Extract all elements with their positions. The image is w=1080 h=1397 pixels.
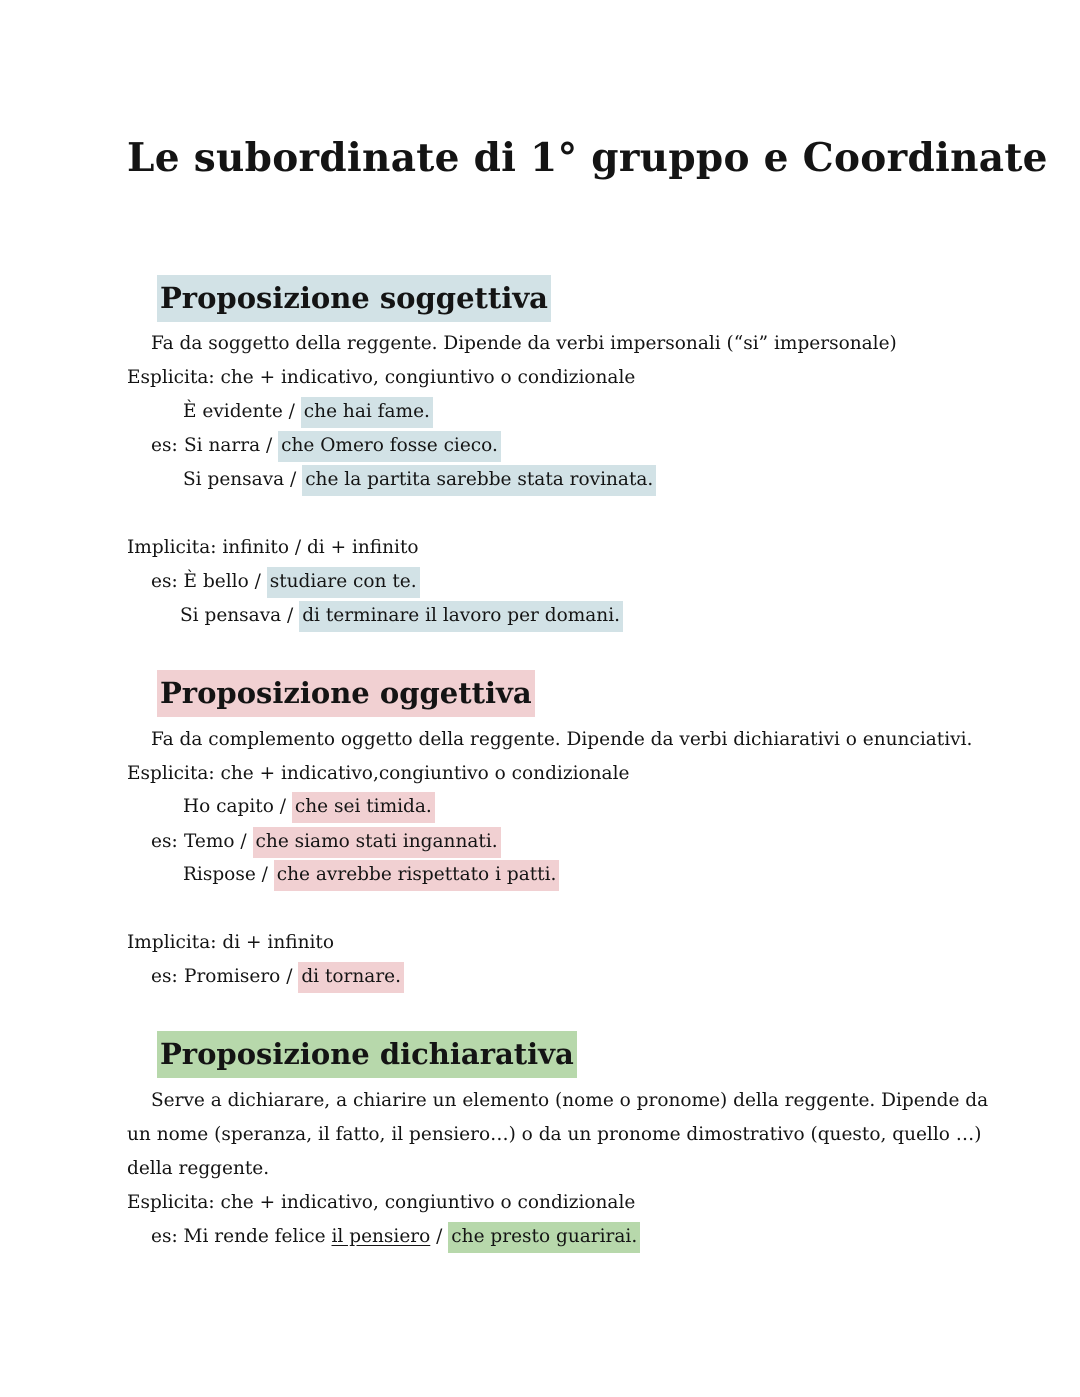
- example-subordinate-highlight: che avrebbe rispettato i patti.: [274, 860, 560, 891]
- example-subordinate-highlight: che presto guarirai.: [448, 1222, 640, 1253]
- dichiarativa-description-line-1: Serve a dichiarare, a chiarire un elemento (nome o pronome) della reggente. Dipende da: [151, 1090, 989, 1111]
- example-subordinate-highlight: studiare con te.: [267, 567, 420, 598]
- page-title: Le subordinate di 1° gruppo e Coordinate: [127, 135, 1048, 181]
- es-label: es:: [151, 966, 178, 987]
- example-main-clause: Si pensava /: [183, 469, 297, 490]
- es-label: es:: [151, 831, 178, 852]
- example-main-clause: Temo /: [184, 831, 247, 852]
- soggettiva-esplicita: Esplicita: che + indicativo, congiuntivo o condizionale: [127, 367, 636, 388]
- heading-dichiarativa: Proposizione dichiarativa: [157, 1031, 577, 1078]
- oggettiva-example-2: [184, 830, 501, 854]
- dichiarativa-description-line-2: un nome (speranza, il fatto, il pensiero…) o da un pronome dimostrativo (questo, quello …): [127, 1124, 982, 1145]
- soggettiva-example-4: [151, 570, 420, 594]
- example-separator: /: [436, 1226, 443, 1247]
- soggettiva-implicita: Implicita: infinito / di + infinito: [127, 537, 419, 558]
- heading-oggettiva: Proposizione oggettiva: [157, 670, 535, 717]
- example-subordinate-highlight: che siamo stati ingannati.: [253, 827, 501, 858]
- example-main-clause: Rispose /: [183, 864, 268, 885]
- soggettiva-example-5: [180, 604, 623, 628]
- example-subordinate-highlight: di tornare.: [298, 962, 404, 993]
- example-main-clause: È evidente /: [183, 401, 295, 422]
- example-main-clause: Promisero /: [184, 966, 293, 987]
- example-main-clause: Ho capito /: [183, 796, 286, 817]
- oggettiva-esplicita: Esplicita: che + indicativo,congiuntivo o condizionale: [127, 763, 630, 784]
- soggettiva-example-1: [183, 400, 433, 424]
- dichiarativa-description-line-3: della reggente.: [127, 1158, 270, 1179]
- example-subordinate-highlight: che hai fame.: [301, 397, 433, 428]
- heading-soggettiva: Proposizione soggettiva: [157, 275, 551, 322]
- soggettiva-example-3: [183, 468, 656, 492]
- example-main-clause: Si pensava /: [180, 605, 294, 626]
- example-subordinate-highlight: che sei timida.: [292, 792, 435, 823]
- example-main-clause: es: Mi rende felice: [151, 1226, 326, 1247]
- dichiarativa-example: [151, 1225, 640, 1249]
- example-subordinate-highlight: di terminare il lavoro per domani.: [299, 601, 623, 632]
- example-underlined-noun: il pensiero: [331, 1226, 431, 1247]
- example-main-clause: Si narra /: [184, 435, 273, 456]
- oggettiva-example-3: [183, 863, 559, 887]
- oggettiva-example-1: [183, 795, 435, 819]
- example-subordinate-highlight: che la partita sarebbe stata rovinata.: [302, 465, 656, 496]
- soggettiva-example-2: [184, 434, 501, 458]
- dichiarativa-esplicita: Esplicita: che + indicativo, congiuntivo o condizionale: [127, 1192, 636, 1213]
- oggettiva-example-4: [184, 965, 404, 989]
- example-subordinate-highlight: che Omero fosse cieco.: [278, 431, 501, 462]
- es-label: es:: [151, 435, 178, 456]
- example-main-clause: es: È bello /: [151, 571, 261, 592]
- oggettiva-description: Fa da complemento oggetto della reggente. Dipende da verbi dichiarativi o enunciativi.: [151, 729, 973, 750]
- soggettiva-description: Fa da soggetto della reggente. Dipende da verbi impersonali (“si” impersonale): [151, 333, 897, 354]
- oggettiva-implicita: Implicita: di + infinito: [127, 932, 334, 953]
